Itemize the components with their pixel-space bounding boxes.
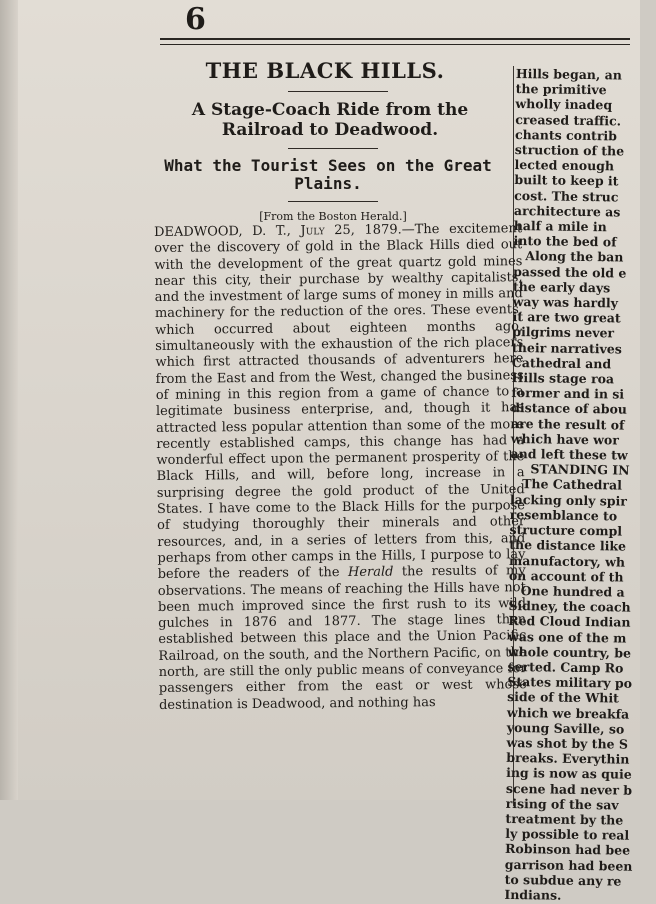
right-column-line: wholly inadeq [515,96,613,113]
right-column-line: breaks. Everythin [506,750,630,767]
article-body-emphasis: Herald [347,564,394,581]
right-column-line: Along the ban [525,248,624,265]
right-column-line: are the result of [510,415,625,433]
right-column-line: ly possible to real [505,826,630,843]
right-column-line: whole country, be [507,643,632,661]
right-column-line: built to keep it [514,172,619,189]
right-column-line: lected enough [514,157,615,174]
right-column-line: garrison had been [504,856,633,874]
article-deck-secondary: What the Tourist Sees on the Great Plains. [164,156,492,193]
right-column-line: scene had never b [505,780,633,798]
deck-rule [288,148,378,149]
right-column-line: resemblance to [509,506,618,524]
right-column-line: which have wor [510,430,619,448]
right-column-line: The Cathedral [522,476,622,494]
right-column-line: side of the Whit [507,689,620,706]
article-body-text-1: —The excitement over the discovery of gold in the Black Hills died out with the development of the great quartz gold mines near this city, their purchase by wealthy capitalists, and the investment of large sums of money in mills and machinery for the reduction of the ores. These events, which occurred about eighteen months ago, simultaneously with the exhaustion of the rich placers which first attracted thousands of adventurers here from the East and from the West, changed the business of mining in this region from a game of chance to a legitimate business enterprise, and, though it has attracted less popular attention than some of the more recently established camps, this change has had a wonderful effect upon the permanent prosperity of the Black Hills, and will, before long, increase in a surprising degree the gold product of the United States. I have come to the Black Hills for the purpose of studying thoroughly their minerals and other resources, and, in a series of letters from this, and perhaps from other camps in the Hills, I purpose to lay before the readers of the [154,221,526,583]
main-article-column [118,52,527,714]
right-column-line: the distance like [509,537,627,554]
article-body [154,221,527,714]
article-body-text-2: the results of my observations. The means of reaching the Hills have not been much improved since the first rush to its wild gulches in 1876 and 1877. The stage lines then established between this place and the Union Pacific Railroad, on the south, and the Northern Pacific, on the north, are still the only public means of conveyance for passengers either from the east or west whose destination is Deadwood, and nothing has [157,563,527,713]
right-column-line: Red Cloud Indian [508,613,631,630]
right-column-line: it are two great [512,309,621,326]
right-column-line: way was hardly [512,294,619,311]
headline-rule [288,91,388,92]
right-column-line: ing is now as quie [506,765,632,783]
right-column-line: former and in si [511,385,625,402]
page-number: 6 [185,2,207,37]
right-column-line: serted. Camp Ro [507,658,624,676]
right-column-line: pilgrims never [512,324,615,341]
right-column-line: creased traffic. [515,111,622,129]
right-column-line: manufactory, wh [508,552,626,570]
page-fold-shadow [0,0,18,800]
right-column-line: into the bed of [513,233,617,250]
article-source: [From the Boston Herald.] [259,210,407,223]
right-column-line: Hills began, an [515,66,622,83]
right-column-line: cost. The struc [514,187,619,205]
right-column-line: chants contrib [514,126,618,144]
right-column-line: to subdue any re [504,871,622,889]
right-column-line: the primitive [515,81,607,98]
right-column-line: One hundred a [520,583,625,600]
right-column-line: Robinson had bee [504,841,631,859]
right-column-line: Sidney, the coach [508,598,631,615]
right-column-line: treatment by the [505,810,624,828]
right-column-line: on account of th [508,567,624,585]
right-column-line: was one of the m [507,628,627,646]
top-rule [160,38,630,45]
right-column-line: Indians. [504,886,562,903]
adjacent-article-column [504,66,656,904]
right-column-line: was shot by the S [506,734,629,752]
right-column-line: half a mile in [513,218,607,235]
right-column-line: distance of abou [511,400,628,418]
right-column-line: their narratives [511,339,622,357]
right-column-line: Cathedral and [511,354,612,372]
right-column-line: States military po [507,674,633,691]
right-column-line: architecture as [513,202,621,220]
right-column-line: rising of the sav [505,795,619,813]
right-column-line: young Saville, so [506,719,625,737]
article-dateline: DEADWOOD, D. T., July 25, 1879. [154,222,402,240]
right-column-line: which we breakfa [506,704,630,722]
right-column-line: struction of the [514,142,625,159]
deck-rule-lower [288,201,378,202]
right-column-line: and left these tw [510,446,628,463]
article-headline: THE BLACK HILLS. [205,58,445,83]
right-column-line: lacking only spir [509,491,627,509]
right-column-line: the early days [512,278,611,296]
article-deck-primary: A Stage-Coach Ride from the Railroad to Deadwood. [191,100,469,140]
right-column-line: STANDING IN [530,461,630,478]
right-column-line: passed the old e [513,263,627,281]
right-column-line: Hills stage roa [511,370,615,387]
right-column-line: structure compl [509,522,623,539]
